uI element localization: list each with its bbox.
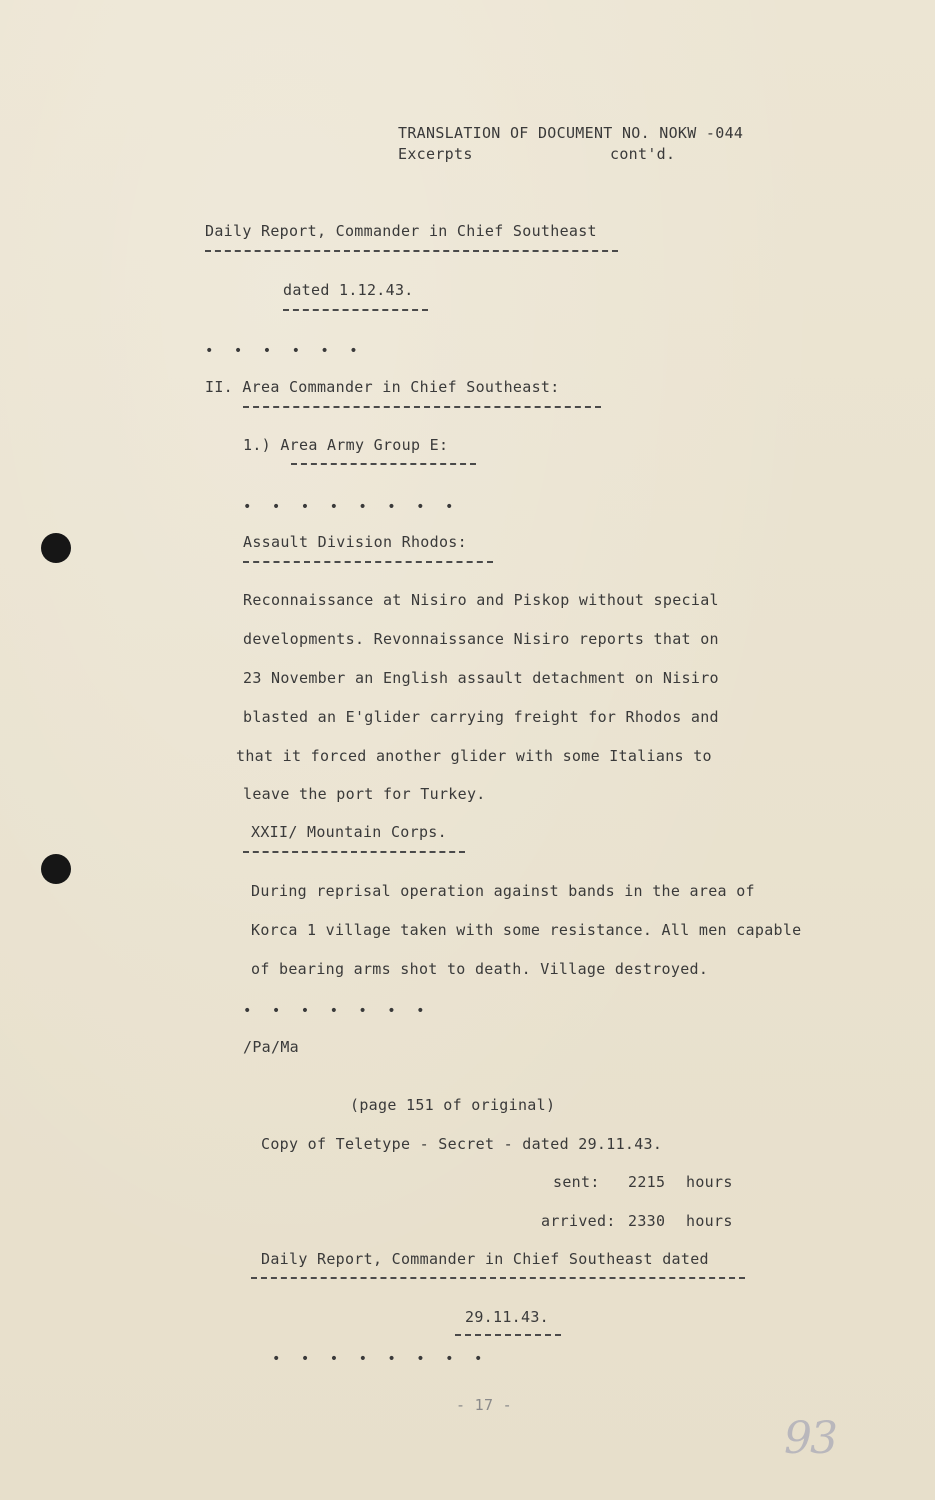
ellipsis-dots: • • • • • • • <box>243 1003 431 1019</box>
underline <box>251 1277 745 1279</box>
report-heading: Daily Report, Commander in Chief Southeast <box>205 222 597 240</box>
area-heading: II. Area Commander in Chief Southeast: <box>205 378 560 396</box>
army-group-heading: 1.) Area Army Group E: <box>243 436 449 454</box>
arrived-label: arrived: <box>541 1212 616 1230</box>
underline <box>243 406 601 408</box>
page-number: - 17 - <box>456 1396 512 1414</box>
paragraph-line: Korca 1 village taken with some resistance. All men capable <box>251 921 802 939</box>
assault-division-heading: Assault Division Rhodos: <box>243 533 467 551</box>
report-heading-2: Daily Report, Commander in Chief Southeast dated <box>261 1250 709 1268</box>
underline <box>205 250 618 252</box>
sent-value: 2215 <box>628 1173 666 1191</box>
initials: /Pa/Ma <box>243 1038 299 1056</box>
paragraph-line: blasted an E'glider carrying freight for Rhodos and <box>243 708 719 726</box>
underline <box>243 851 465 853</box>
page-reference: (page 151 of original) <box>350 1096 556 1114</box>
paragraph-line: developments. Revonnaissance Nisiro reports that on <box>243 630 719 648</box>
document-title: TRANSLATION OF DOCUMENT NO. NOKW -044 <box>398 124 744 142</box>
report-date: dated 1.12.43. <box>283 281 414 299</box>
sent-label: sent: <box>553 1173 600 1191</box>
contd-label: cont'd. <box>610 145 676 163</box>
punch-hole-icon <box>41 854 71 884</box>
corps-heading: XXII/ Mountain Corps. <box>251 823 447 841</box>
paragraph-line: Reconnaissance at Nisiro and Piskop without special <box>243 591 719 609</box>
ellipsis-dots: • • • • • • • • <box>272 1351 489 1367</box>
sent-unit: hours <box>686 1173 733 1191</box>
underline <box>243 561 493 563</box>
report-date-2: 29.11.43. <box>465 1308 549 1326</box>
pencil-page-mark: 93 <box>784 1413 836 1464</box>
excerpts-label: Excerpts <box>398 145 473 163</box>
paragraph-line: that it forced another glider with some Italians to <box>236 747 712 765</box>
paragraph-line: During reprisal operation against bands in the area of <box>251 882 755 900</box>
ellipsis-dots: • • • • • • <box>205 343 364 359</box>
underline <box>283 309 428 311</box>
paragraph-line: of bearing arms shot to death. Village destroyed. <box>251 960 709 978</box>
underline <box>291 463 476 465</box>
ellipsis-dots: • • • • • • • • <box>243 499 460 515</box>
arrived-value: 2330 <box>628 1212 666 1230</box>
underline <box>455 1334 561 1336</box>
arrived-unit: hours <box>686 1212 733 1230</box>
punch-hole-icon <box>41 533 71 563</box>
paragraph-line: leave the port for Turkey. <box>243 785 486 803</box>
paragraph-line: 23 November an English assault detachment on Nisiro <box>243 669 719 687</box>
teletype-line: Copy of Teletype - Secret - dated 29.11.43. <box>261 1135 663 1153</box>
